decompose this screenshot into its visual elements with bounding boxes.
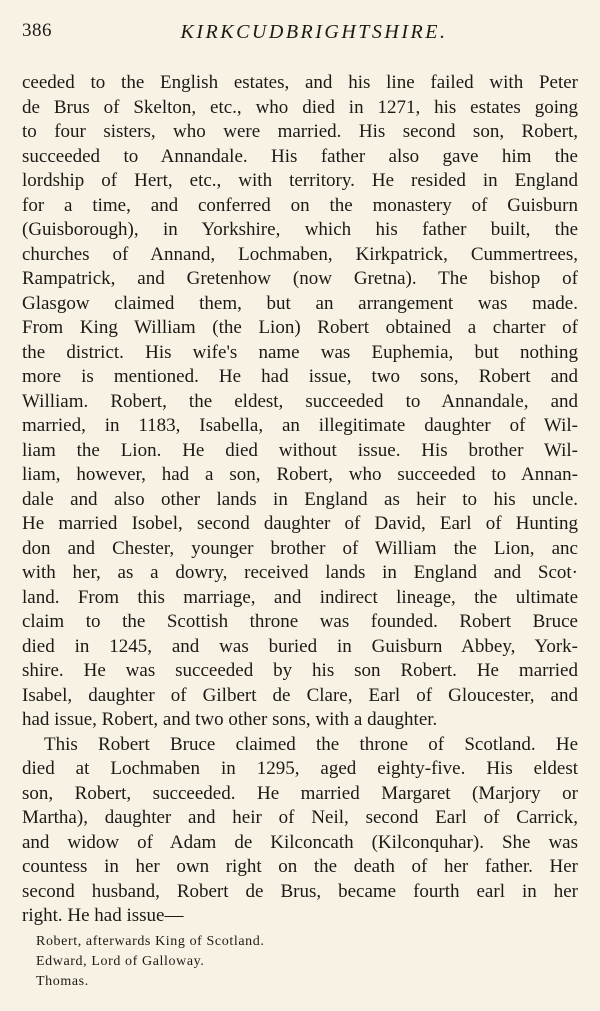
text-line: dale and also other lands in England as heir to his uncle. xyxy=(22,488,578,510)
text-line: ceeded to the English estates, and his line failed with Peter xyxy=(22,72,578,93)
text-line: more is mentioned. He had issue, two sons, Robert and xyxy=(22,366,578,387)
issue-item: Edward, Lord of Galloway. xyxy=(36,954,205,969)
issue-item: Thomas. xyxy=(36,974,89,989)
issue-list xyxy=(36,932,536,992)
text-line: had issue, Robert, and two other sons, with a daughter. xyxy=(22,709,438,730)
text-line: He married Isobel, second daughter of David, Earl of Hunting xyxy=(22,513,578,534)
text-line: the district. His wife's name was Euphemia, but nothing xyxy=(22,341,578,363)
text-line: son, Robert, succeeded. He married Margaret (Marjory or xyxy=(22,782,578,804)
text-line: right. He had issue— xyxy=(22,905,184,926)
text-line: second husband, Robert de Brus, became fourth earl in her xyxy=(22,880,578,902)
page-header xyxy=(22,20,578,50)
text-line: Rampatrick, and Gretenhow (now Gretna). The bishop of xyxy=(22,268,578,289)
text-line: (Guisborough), in Yorkshire, which his father built, the xyxy=(22,219,578,240)
text-line: succeeded to Annandale. His father also gave him the xyxy=(22,145,578,167)
text-line: claim to the Scottish throne was founded. Robert Bruce xyxy=(22,611,578,632)
text-line: lordship of Hert, etc., with territory. He resided in England xyxy=(22,170,578,191)
text-line: shire. He was succeeded by his son Robert. He married xyxy=(22,660,578,681)
text-line: Isabel, daughter of Gilbert de Clare, Earl of Gloucester, and xyxy=(22,684,578,706)
text-line: for a time, and conferred on the monastery of Guisburn xyxy=(22,194,578,216)
body-text xyxy=(22,71,578,929)
text-line: From King William (the Lion) Robert obtained a charter of xyxy=(22,317,578,338)
text-line: This Robert Bruce claimed the throne of Scotland. He xyxy=(44,733,578,755)
text-line: liam, however, had a son, Robert, who succeeded to Annan- xyxy=(22,464,578,485)
paragraph-1 xyxy=(22,71,578,733)
text-line: married, in 1183, Isabella, an illegitimate daughter of Wil- xyxy=(22,415,578,436)
text-line: don and Chester, younger brother of William the Lion, anc xyxy=(22,537,578,559)
text-line: churches of Annand, Lochmaben, Kirkpatrick, Cummertrees, xyxy=(22,243,578,265)
text-line: Martha), daughter and heir of Neil, second Earl of Carrick, xyxy=(22,807,578,828)
paragraph-2 xyxy=(22,733,578,929)
text-line: liam the Lion. He died without issue. His brother Wil- xyxy=(22,439,578,461)
text-line: to four sisters, who were married. His second son, Robert, xyxy=(22,121,578,142)
text-line: died in 1245, and was buried in Guisburn Abbey, York- xyxy=(22,635,578,657)
text-line: de Brus of Skelton, etc., who died in 1271, his estates going xyxy=(22,96,578,118)
text-line: with her, as a dowry, received lands in England and Scot· xyxy=(22,562,578,583)
text-line: land. From this marriage, and indirect lineage, the ultimate xyxy=(22,586,578,608)
text-line: died at Lochmaben in 1295, aged eighty-five. His eldest xyxy=(22,758,578,779)
running-head: KIRKCUDBRIGHTSHIRE. xyxy=(180,21,448,43)
text-line: Glasgow claimed them, but an arrangement was made. xyxy=(22,292,578,314)
text-line: countess in her own right on the death of her father. Her xyxy=(22,856,578,877)
issue-item: Robert, afterwards King of Scotland. xyxy=(36,934,265,949)
page-number: 386 xyxy=(22,20,52,41)
text-line: William. Robert, the eldest, succeeded to Annandale, and xyxy=(22,390,578,412)
text-line: and widow of Adam de Kilconcath (Kilconquhar). She was xyxy=(22,831,578,853)
